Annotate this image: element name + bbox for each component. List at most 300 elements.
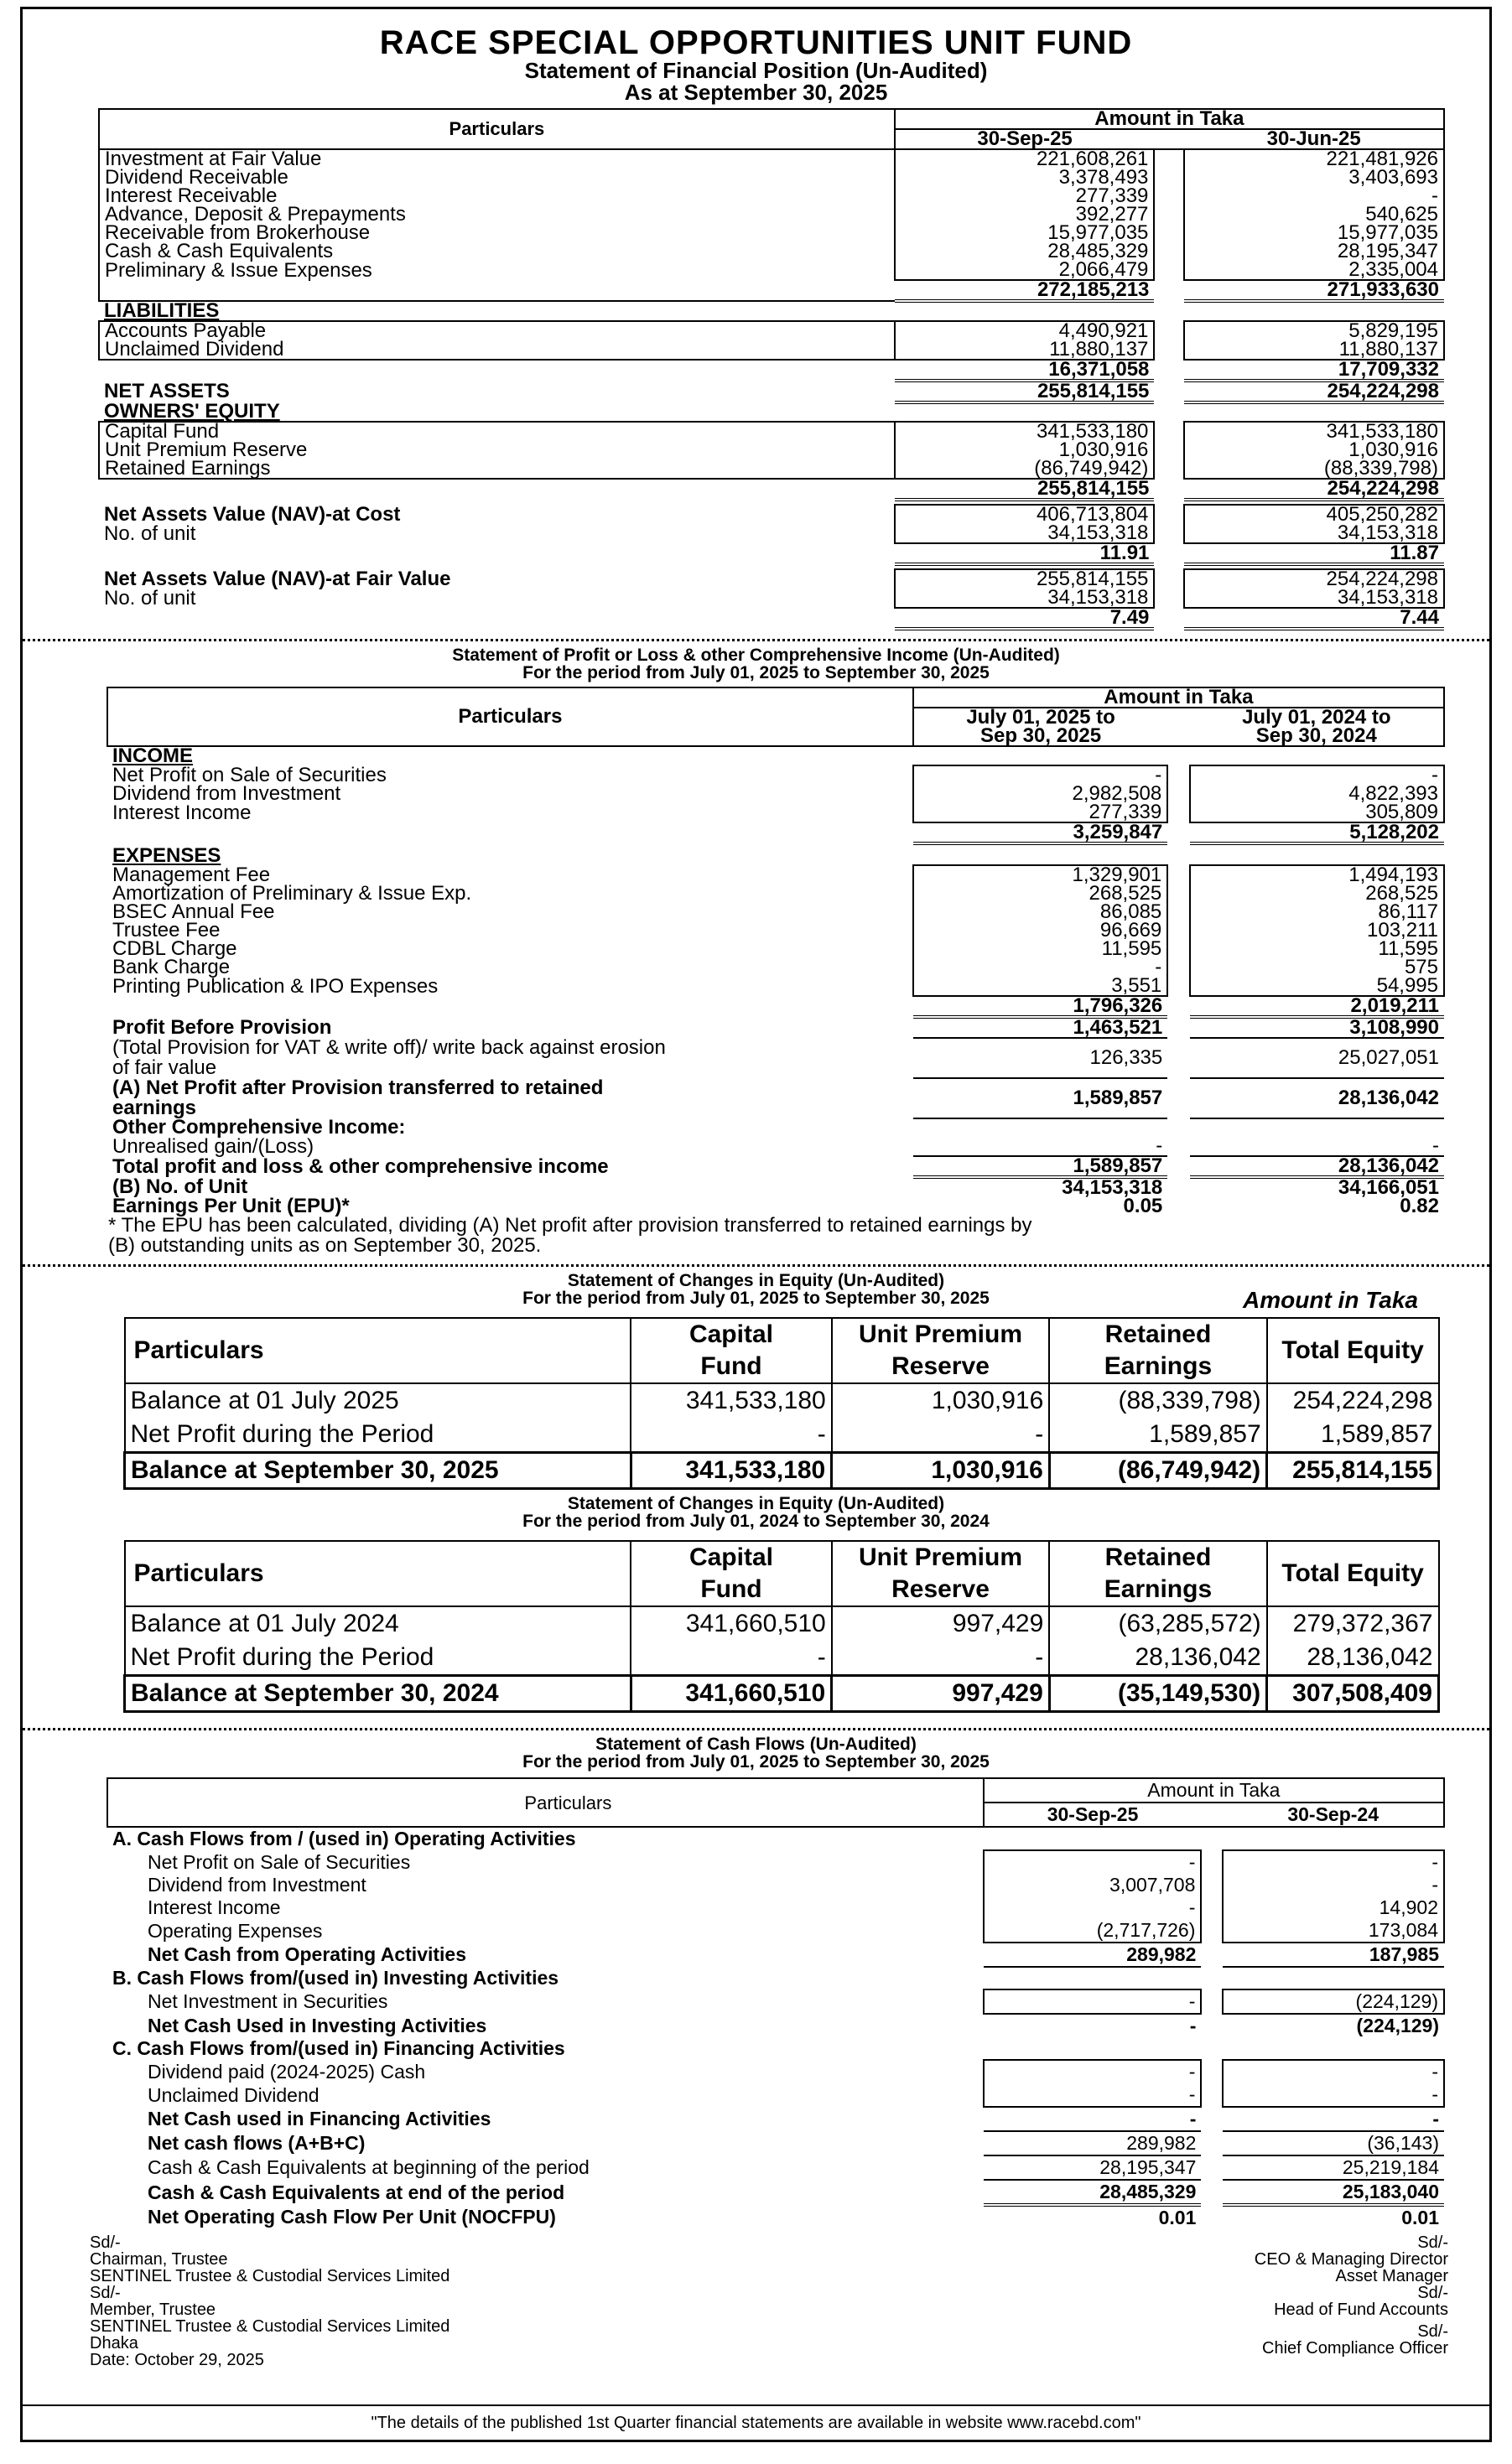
amount-cell bbox=[1223, 2037, 1444, 2060]
cf-total-row bbox=[107, 1943, 1444, 1967]
amount-cell: 289,982 bbox=[984, 1943, 1202, 1967]
sig-left-8: Date: October 29, 2025 bbox=[90, 2351, 264, 2369]
row-label: CDBL Charge bbox=[112, 937, 237, 960]
income-row bbox=[107, 785, 1444, 803]
amount-cell: 0.05 bbox=[1123, 1195, 1163, 1217]
amount-cell: 1,589,857 bbox=[913, 1156, 1167, 1177]
expense-row bbox=[107, 884, 1444, 903]
sfp-col1-header: 30-Sep-25 bbox=[895, 129, 1155, 149]
sig-right-3: Asset Manager bbox=[1335, 2267, 1448, 2285]
signature-block bbox=[90, 2234, 1448, 2377]
pl-col1-header-b: Sep 30, 2025 bbox=[913, 727, 1167, 746]
row-label: Balance at September 30, 2024 bbox=[125, 1676, 631, 1712]
row-label: BSEC Annual Fee bbox=[112, 900, 275, 923]
nav-cost-per-unit-row bbox=[99, 543, 1444, 564]
equity-row bbox=[125, 1383, 1439, 1418]
amount-cell bbox=[895, 402, 1155, 422]
amount-cell: 1,796,326 bbox=[913, 996, 1167, 1017]
amount-cell: - bbox=[832, 1418, 1050, 1453]
income-heading bbox=[107, 746, 1444, 765]
pl-col2-header-b: Sep 30, 2024 bbox=[1190, 727, 1444, 746]
cf-total-row bbox=[107, 2014, 1444, 2037]
row-label: Unit Premium Reserve bbox=[99, 441, 895, 459]
eq-header-upr-2: Reserve bbox=[891, 1352, 990, 1380]
cf-section-heading bbox=[107, 1827, 1444, 1850]
amount-cell: 997,429 bbox=[832, 1676, 1050, 1712]
row-label-line2: of fair value bbox=[112, 1056, 217, 1079]
amount-cell: 1,329,901 bbox=[913, 865, 1167, 884]
amount-cell bbox=[895, 301, 1155, 321]
oci-heading bbox=[107, 1118, 1444, 1137]
equity-table-2024 bbox=[123, 1540, 1440, 1713]
eq-header-capital bbox=[631, 1541, 832, 1606]
amount-cell: 34,153,318 bbox=[1184, 524, 1444, 543]
total-comprehensive-income-row bbox=[107, 1156, 1444, 1177]
amount-cell: 997,429 bbox=[832, 1606, 1050, 1641]
amount-cell: 28,485,329 bbox=[895, 242, 1155, 261]
eq-header-capital-2: Fund bbox=[700, 1352, 762, 1380]
amount-cell: 1,494,193 bbox=[1190, 865, 1444, 884]
eq-header-re-1: Retained bbox=[1104, 1320, 1212, 1348]
pl-col1-header-a: July 01, 2025 to bbox=[913, 708, 1167, 727]
amount-cell: (224,129) bbox=[1223, 1989, 1444, 2014]
provision-row bbox=[107, 1038, 1444, 1078]
cf-title: Statement of Cash Flows (Un-Audited) bbox=[595, 1735, 917, 1754]
eq-header-total: Total Equity bbox=[1267, 1318, 1439, 1383]
row-label: Capital Fund bbox=[99, 422, 895, 441]
row-label: Dividend from Investment bbox=[112, 782, 341, 805]
amount-cell: 221,608,261 bbox=[895, 149, 1155, 169]
assets-total-row bbox=[99, 280, 1444, 301]
equity-row bbox=[125, 1418, 1439, 1453]
amount-cell: 3,378,493 bbox=[895, 169, 1155, 187]
amount-cell: 0.82 bbox=[1400, 1195, 1439, 1217]
pl-col2-header-a: July 01, 2024 to bbox=[1190, 708, 1444, 727]
separator bbox=[23, 1264, 1489, 1267]
sfp-col2-header: 30-Jun-25 bbox=[1184, 129, 1444, 149]
eq-header-re bbox=[1049, 1318, 1266, 1383]
amount-cell: - bbox=[631, 1641, 832, 1676]
amount-cell: 341,533,180 bbox=[895, 422, 1155, 441]
amount-cell bbox=[984, 1827, 1202, 1850]
eq1-period: For the period from July 01, 2025 to September 30, 2025 bbox=[522, 1289, 990, 1308]
amount-cell: 3,108,990 bbox=[1190, 1017, 1444, 1038]
amount-cell: 2,066,479 bbox=[895, 261, 1155, 280]
amount-cell: 1,589,857 bbox=[913, 1078, 1167, 1118]
amount-cell: (2,717,726) bbox=[984, 1919, 1202, 1943]
sig-left-3: SENTINEL Trustee & Custodial Services Limited bbox=[90, 2267, 450, 2285]
amount-cell: 34,153,318 bbox=[895, 589, 1155, 608]
amount-cell: 341,533,180 bbox=[631, 1453, 832, 1489]
row-label: Net Profit during the Period bbox=[125, 1418, 631, 1453]
separator bbox=[23, 1728, 1489, 1730]
income-total-row bbox=[107, 822, 1444, 843]
cf-total-row bbox=[107, 2107, 1444, 2131]
amount-cell: 34,166,051 bbox=[1338, 1176, 1439, 1199]
cf-row bbox=[107, 1896, 1444, 1919]
cf-period: For the period from July 01, 2025 to September 30, 2025 bbox=[522, 1752, 990, 1771]
eq1-amount-label: Amount in Taka bbox=[1243, 1287, 1418, 1313]
row-label-line1: (A) Net Profit after Provision transferred to retained bbox=[112, 1076, 604, 1099]
expense-row bbox=[107, 921, 1444, 940]
expense-row bbox=[107, 940, 1444, 958]
equity-row bbox=[99, 441, 1444, 459]
row-label: INCOME bbox=[112, 744, 193, 767]
row-label: Retained Earnings bbox=[99, 459, 895, 479]
amount-cell: - bbox=[1223, 2060, 1444, 2083]
amount-cell: 86,085 bbox=[913, 903, 1167, 921]
amount-cell bbox=[984, 1967, 1202, 1989]
row-label bbox=[99, 608, 895, 629]
row-label: Preliminary & Issue Expenses bbox=[99, 261, 895, 280]
amount-cell: 28,195,347 bbox=[1184, 242, 1444, 261]
amount-cell: 255,814,155 bbox=[895, 479, 1155, 500]
row-label bbox=[99, 280, 895, 301]
row-label: Dividend Receivable bbox=[99, 169, 895, 187]
amount-cell: 11,880,137 bbox=[895, 340, 1155, 360]
amount-cell: - bbox=[984, 1989, 1202, 2014]
row-label bbox=[99, 543, 895, 564]
expenses-total-row bbox=[107, 996, 1444, 1017]
row-label: Net Operating Cash Flow Per Unit (NOCFPU) bbox=[148, 2206, 556, 2228]
amount-cell: 11.91 bbox=[895, 543, 1155, 564]
fund-name: RACE SPECIAL OPPORTUNITIES UNIT FUND bbox=[379, 24, 1133, 61]
row-label: Balance at 01 July 2024 bbox=[125, 1606, 631, 1641]
equity-row bbox=[125, 1641, 1439, 1676]
nav-fair-per-unit-row bbox=[99, 608, 1444, 629]
sig-left-2: Chairman, Trustee bbox=[90, 2250, 228, 2269]
cf-row bbox=[107, 1874, 1444, 1896]
pl-amount-header: Amount in Taka bbox=[913, 687, 1444, 708]
eq-header-upr-1: Unit Premium bbox=[858, 1320, 1023, 1348]
amount-cell: 279,372,367 bbox=[1267, 1606, 1439, 1641]
amount-cell: 1,030,916 bbox=[1184, 441, 1444, 459]
amount-cell: (36,143) bbox=[1223, 2131, 1444, 2155]
amount-cell bbox=[1184, 301, 1444, 321]
amount-cell: 3,551 bbox=[913, 977, 1167, 996]
amount-cell: 255,814,155 bbox=[1267, 1453, 1439, 1489]
income-row bbox=[107, 803, 1444, 822]
row-label: Cash & Cash Equivalents bbox=[99, 242, 895, 261]
row-label: Net Investment in Securities bbox=[148, 1990, 388, 2012]
row-label bbox=[107, 996, 913, 1017]
row-label: Total profit and loss & other comprehensive income bbox=[112, 1154, 609, 1178]
amount-cell: 4,822,393 bbox=[1190, 785, 1444, 803]
amount-cell: - bbox=[1184, 187, 1444, 205]
amount-cell: - bbox=[631, 1418, 832, 1453]
pl-particulars-header: Particulars bbox=[107, 687, 913, 746]
eq-header-re-2: Earnings bbox=[1104, 1575, 1213, 1603]
amount-cell: 14,902 bbox=[1223, 1896, 1444, 1919]
row-label: Investment at Fair Value bbox=[99, 149, 895, 169]
eq-header-upr-2: Reserve bbox=[891, 1575, 990, 1603]
row-label: Net cash flows (A+B+C) bbox=[148, 2132, 366, 2154]
row-label: Receivable from Brokerhouse bbox=[99, 224, 895, 242]
amount-cell bbox=[913, 847, 1167, 865]
sfp-amount-header: Amount in Taka bbox=[895, 109, 1444, 129]
amount-cell: 25,027,051 bbox=[1190, 1038, 1444, 1078]
row-label: Net Cash Used in Investing Activities bbox=[148, 2014, 487, 2036]
amount-cell: 28,136,042 bbox=[1190, 1078, 1444, 1118]
amount-cell: - bbox=[984, 2083, 1202, 2107]
amount-cell: (86,749,942) bbox=[895, 459, 1155, 479]
row-label: Unrealised gain/(Loss) bbox=[112, 1134, 314, 1158]
amount-cell bbox=[1190, 746, 1444, 765]
amount-cell: 17,709,332 bbox=[1184, 360, 1444, 381]
amount-cell: 34,153,318 bbox=[1062, 1176, 1163, 1199]
equity-row bbox=[125, 1453, 1439, 1489]
amount-cell: 34,153,318 bbox=[895, 524, 1155, 543]
cf-section-heading bbox=[107, 2037, 1444, 2060]
sig-left-4: Sd/- bbox=[90, 2284, 121, 2302]
row-label bbox=[107, 1078, 913, 1118]
epu-note-line1: * The EPU has been calculated, dividing (A) Net profit after provision transferred to retained earnings by bbox=[108, 1214, 1032, 1237]
asset-row bbox=[99, 169, 1444, 187]
amount-cell bbox=[1223, 1827, 1444, 1850]
eq-header-upr-1: Unit Premium bbox=[858, 1543, 1023, 1571]
eq-header-re bbox=[1049, 1541, 1266, 1606]
sig-right-5: Head of Fund Accounts bbox=[1274, 2301, 1448, 2319]
unrealised-row bbox=[107, 1137, 1444, 1156]
amount-cell: - bbox=[1190, 765, 1444, 785]
amount-cell: 28,136,042 bbox=[1267, 1641, 1439, 1676]
amount-cell: 271,933,630 bbox=[1184, 280, 1444, 301]
amount-cell bbox=[1223, 1967, 1444, 1989]
row-label: Interest Income bbox=[148, 1896, 281, 1918]
amount-cell: 5,829,195 bbox=[1184, 321, 1444, 340]
amount-cell: 268,525 bbox=[1190, 884, 1444, 903]
amount-cell bbox=[913, 1118, 1167, 1137]
amount-cell: 277,339 bbox=[895, 187, 1155, 205]
eq-header-capital bbox=[631, 1318, 832, 1383]
row-label: Accounts Payable bbox=[99, 321, 895, 340]
amount-cell: 1,589,857 bbox=[1049, 1418, 1266, 1453]
equity-total-row bbox=[99, 479, 1444, 500]
financial-position-table bbox=[98, 108, 1445, 630]
eq-header-total: Total Equity bbox=[1267, 1541, 1439, 1606]
amount-cell: 405,250,282 bbox=[1184, 505, 1444, 524]
amount-cell: 11,595 bbox=[913, 940, 1167, 958]
equity-table-2025 bbox=[123, 1317, 1440, 1490]
row-label: Dividend from Investment bbox=[148, 1874, 366, 1896]
amount-cell: 16,371,058 bbox=[895, 360, 1155, 381]
eq-header-re-1: Retained bbox=[1104, 1543, 1212, 1571]
epu-row bbox=[107, 1197, 1444, 1216]
cf-row bbox=[107, 2060, 1444, 2083]
row-label: Net Assets Value (NAV)-at Fair Value bbox=[104, 567, 451, 590]
amount-cell bbox=[984, 2037, 1202, 2060]
row-label: Amortization of Preliminary & Issue Exp. bbox=[112, 882, 472, 905]
row-label: Operating Expenses bbox=[148, 1919, 323, 1942]
row-label: EXPENSES bbox=[112, 844, 221, 867]
row-label: Dividend paid (2024-2025) Cash bbox=[148, 2060, 426, 2083]
amount-cell: 0.01 bbox=[1158, 2207, 1197, 2228]
row-label: Net Profit on Sale of Securities bbox=[112, 763, 387, 786]
amount-cell: 54,995 bbox=[1190, 977, 1444, 996]
epu-note bbox=[108, 1216, 1489, 1256]
sig-right-7: Chief Compliance Officer bbox=[1262, 2339, 1448, 2358]
amount-cell: 255,814,155 bbox=[895, 381, 1155, 402]
units-row bbox=[99, 589, 1444, 608]
equity-heading bbox=[99, 402, 1444, 422]
liabilities-total-row bbox=[99, 360, 1444, 381]
amount-cell: - bbox=[913, 765, 1167, 785]
sig-left-5: Member, Trustee bbox=[90, 2301, 216, 2319]
eq-header-capital-1: Capital bbox=[688, 1320, 773, 1348]
row-label: Interest Receivable bbox=[99, 187, 895, 205]
amount-cell: 254,224,298 bbox=[1184, 479, 1444, 500]
amount-cell: 406,713,804 bbox=[895, 505, 1155, 524]
row-label: Cash & Cash Equivalents at end of the period bbox=[148, 2181, 565, 2203]
amount-cell: 268,525 bbox=[913, 884, 1167, 903]
amount-cell: - bbox=[1223, 2083, 1444, 2107]
amount-cell: - bbox=[984, 2107, 1202, 2131]
amount-cell: 341,660,510 bbox=[631, 1676, 832, 1712]
amount-cell: 28,136,042 bbox=[1049, 1641, 1266, 1676]
amount-cell: 28,195,347 bbox=[984, 2155, 1202, 2180]
amount-cell: (35,149,530) bbox=[1049, 1676, 1266, 1712]
amount-cell: 254,224,298 bbox=[1267, 1383, 1439, 1418]
eq2-period: For the period from July 01, 2024 to September 30, 2024 bbox=[522, 1512, 990, 1531]
cf-amount-header: Amount in Taka bbox=[984, 1778, 1444, 1803]
row-label: A. Cash Flows from / (used in) Operating Activities bbox=[112, 1828, 576, 1849]
asset-row bbox=[99, 149, 1444, 169]
amount-cell: 25,219,184 bbox=[1223, 2155, 1444, 2180]
row-label: Printing Publication & IPO Expenses bbox=[112, 974, 439, 998]
amount-cell: 392,277 bbox=[895, 205, 1155, 224]
row-label: C. Cash Flows from/(used in) Financing Activities bbox=[112, 2037, 565, 2059]
row-label: Interest Income bbox=[112, 801, 252, 824]
sig-left-7: Dhaka bbox=[90, 2334, 138, 2352]
row-label: NET ASSETS bbox=[104, 380, 230, 402]
sig-right-2: CEO & Managing Director bbox=[1254, 2250, 1448, 2269]
asset-row bbox=[99, 242, 1444, 261]
amount-cell: 305,809 bbox=[1190, 803, 1444, 822]
row-label: Other Comprehensive Income: bbox=[112, 1116, 406, 1139]
amount-cell bbox=[913, 746, 1167, 765]
row-label-line2: earnings bbox=[112, 1097, 197, 1119]
liabilities-heading bbox=[99, 301, 1444, 321]
amount-cell: - bbox=[913, 1137, 1167, 1156]
cf-col1-header: 30-Sep-25 bbox=[984, 1803, 1202, 1827]
amount-cell: 2,335,004 bbox=[1184, 261, 1444, 280]
amount-cell: 1,030,916 bbox=[832, 1453, 1050, 1489]
amount-cell: 11.87 bbox=[1184, 543, 1444, 564]
amount-cell: 221,481,926 bbox=[1184, 149, 1444, 169]
row-label bbox=[99, 360, 895, 381]
epu-note-line2: (B) outstanding units as on September 30, 2025. bbox=[108, 1234, 542, 1257]
amount-cell: 3,007,708 bbox=[984, 1874, 1202, 1896]
amount-cell: 540,625 bbox=[1184, 205, 1444, 224]
row-label bbox=[107, 822, 913, 843]
row-label: Net Cash used in Financing Activities bbox=[148, 2108, 491, 2129]
amount-cell: 173,084 bbox=[1223, 1919, 1444, 1943]
amount-cell: 341,533,180 bbox=[631, 1383, 832, 1418]
cf-particulars-header: Particulars bbox=[107, 1778, 984, 1827]
amount-cell: - bbox=[1190, 1137, 1444, 1156]
cf-nocfpu-row bbox=[107, 2205, 1444, 2229]
expense-row bbox=[107, 977, 1444, 996]
amount-cell: 15,977,035 bbox=[895, 224, 1155, 242]
nav-cost-row bbox=[99, 505, 1444, 524]
amount-cell: 277,339 bbox=[913, 803, 1167, 822]
row-label: Profit Before Provision bbox=[112, 1015, 332, 1039]
row-label: Balance at September 30, 2025 bbox=[125, 1453, 631, 1489]
cf-begin-row bbox=[107, 2155, 1444, 2180]
row-label: (B) No. of Unit bbox=[112, 1175, 248, 1198]
amount-cell: 3,259,847 bbox=[913, 822, 1167, 843]
amount-cell: 5,128,202 bbox=[1190, 822, 1444, 843]
amount-cell: 11,880,137 bbox=[1184, 340, 1444, 360]
amount-cell: (88,339,798) bbox=[1184, 459, 1444, 479]
liability-row bbox=[99, 321, 1444, 340]
sig-left-1: Sd/- bbox=[90, 2233, 121, 2252]
amount-cell: 4,490,921 bbox=[895, 321, 1155, 340]
sig-left-6: SENTINEL Trustee & Custodial Services Limited bbox=[90, 2317, 450, 2336]
row-label: Net Profit during the Period bbox=[125, 1641, 631, 1676]
pl-title: Statement of Profit or Loss & other Comprehensive Income (Un-Audited) bbox=[452, 646, 1060, 665]
sfp-title: Statement of Financial Position (Un-Audited) bbox=[524, 58, 988, 83]
amount-cell: 34,153,318 bbox=[1184, 589, 1444, 608]
row-label: Bank Charge bbox=[112, 956, 231, 978]
amount-cell: - bbox=[1223, 1850, 1444, 1874]
amount-cell: (224,129) bbox=[1356, 2015, 1439, 2036]
row-label: Net Assets Value (NAV)-at Cost bbox=[104, 502, 401, 526]
row-label: No. of unit bbox=[104, 586, 196, 610]
amount-cell: 15,977,035 bbox=[1184, 224, 1444, 242]
sfp-date: As at September 30, 2025 bbox=[624, 80, 888, 105]
pl-period: For the period from July 01, 2025 to September 30, 2025 bbox=[522, 663, 990, 682]
cf-end-row bbox=[107, 2180, 1444, 2205]
amount-cell: (88,339,798) bbox=[1049, 1383, 1266, 1418]
sfp-particulars-header: Particulars bbox=[99, 109, 895, 149]
amount-cell: 289,982 bbox=[984, 2131, 1202, 2155]
amount-cell: (86,749,942) bbox=[1049, 1453, 1266, 1489]
amount-cell: 272,185,213 bbox=[895, 280, 1155, 301]
amount-cell: 2,019,211 bbox=[1190, 996, 1444, 1017]
amount-cell: - bbox=[984, 2060, 1202, 2083]
amount-cell: - bbox=[913, 958, 1167, 977]
amount-cell bbox=[1190, 1118, 1444, 1137]
cf-net-row bbox=[107, 2131, 1444, 2155]
footer-note: "The details of the published 1st Quarter financial statements are available in website www.racebd.com" bbox=[23, 2404, 1489, 2440]
sig-right-1: Sd/- bbox=[1417, 2233, 1448, 2252]
amount-cell: 1,463,521 bbox=[913, 1017, 1167, 1038]
equity-row bbox=[125, 1676, 1439, 1712]
row-label bbox=[99, 479, 895, 500]
amount-cell: 28,136,042 bbox=[1190, 1156, 1444, 1177]
profit-before-provision-row bbox=[107, 1017, 1444, 1038]
amount-cell: (63,285,572) bbox=[1049, 1606, 1266, 1641]
eq-header-particulars: Particulars bbox=[125, 1541, 631, 1606]
amount-cell: 341,533,180 bbox=[1184, 422, 1444, 441]
equity-header-row bbox=[125, 1318, 1439, 1383]
statement-page bbox=[20, 7, 1492, 2442]
amount-cell: 0.01 bbox=[1401, 2207, 1439, 2228]
cf-row bbox=[107, 1919, 1444, 1943]
eq2-title: Statement of Changes in Equity (Un-Audited) bbox=[567, 1494, 945, 1513]
profit-loss-table bbox=[107, 687, 1445, 1216]
amount-cell: 1,030,916 bbox=[895, 441, 1155, 459]
separator bbox=[23, 639, 1489, 641]
equity-header-row bbox=[125, 1541, 1439, 1606]
amount-cell: 255,814,155 bbox=[895, 569, 1155, 589]
amount-cell: 7.49 bbox=[895, 608, 1155, 629]
amount-cell: 11,595 bbox=[1190, 940, 1444, 958]
expenses-heading bbox=[107, 847, 1444, 865]
amount-cell bbox=[1184, 402, 1444, 422]
row-label: OWNERS' EQUITY bbox=[104, 400, 280, 423]
